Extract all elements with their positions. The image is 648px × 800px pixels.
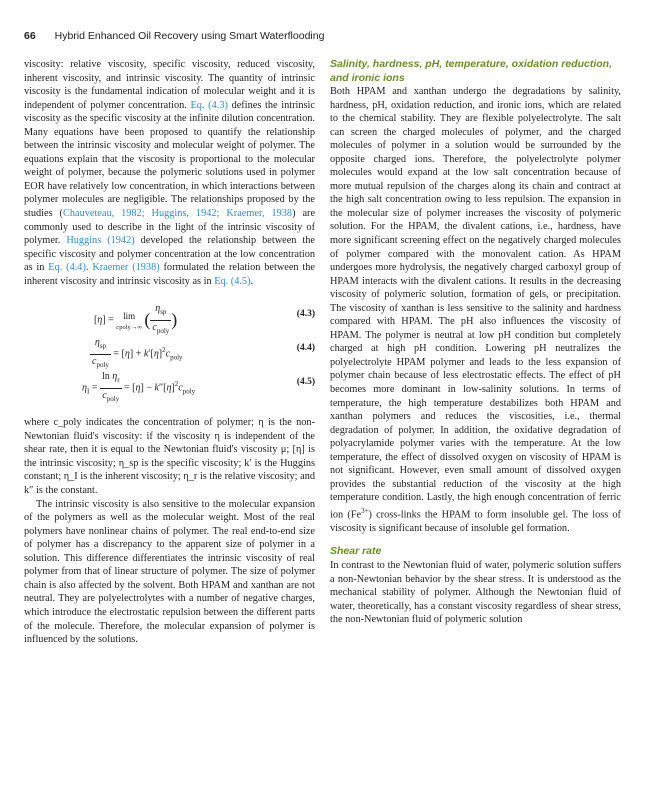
citation-link[interactable]: Chauveteau, 1982; Huggins, 1942; Kraemer, 1938	[62, 208, 293, 220]
right-paragraph-2: In contrast to the Newtonian fluid of water, polymeric solution suffers a non-Newtonian behavior by the shear stress. It is understood as the mechanical stability of polymer. Although the Newtonian fluid of water, theoretically, has a constant viscosity regardless of shear stress, the non-Newtonian fluid of polymeric solution	[330, 559, 621, 626]
section-heading-shear-rate: Shear rate	[330, 545, 382, 558]
left-column	[24, 58, 315, 647]
equation-number: (4.3)	[296, 309, 315, 320]
left-paragraph-1: viscosity: relative viscosity, specific viscosity, reduced viscosity, inherent viscosity, and intrinsic viscosity. The quantity of intrinsic viscosity is the fundamental indication of molecular weight and it is independent of polymer concentration. Eq. (4.3) defines the intrinsic viscosity as the specific viscosity at the infinite dilution concentration. Many equations have been proposed to quantify the relationship between the intrinsic viscosity and molecular weight of polymer. The equations explain that the viscosity is proportional to the molecular weight of polymer, because the polymeric solutions used in polymer EOR have relatively low concentration, in which interactions between polymer molecules are negligible. The relationships proposed by the studies (Chauveteau, 1982; Huggins, 1942; Kraemer, 1938) are commonly used to describe in the light of the intrinsic viscosity of polymer. Huggins (1942) developed the relationship between the specific viscosity and polymer concentration at the low concentration as in Eq. (4.4). Kraemer (1938) formulated the relation between the inherent viscosity and intrinsic viscosity as in Eq. (4.5).	[24, 59, 316, 287]
equation-4-4: $\frac{\eta_{sp}}{c_{poly}}$ = $[\eta] + k'[\eta]^2c_{poly}$ (4.4)	[92, 337, 315, 369]
equation-number: (4.5)	[296, 377, 315, 388]
left-paragraph-2: where c_poly indicates the concentration of polymer; η is the non-Newtonian fluid's viscosity: if the viscosity η is independent of the shear rate, then it is equal to the Newtonian fluid's viscosity μ; [η] is the intrinsic viscosity; η_sp is the specific viscosity; k′ is the Huggins constant; η_I is the inherent viscosity; η_r is the relative viscosity; and k″ is the constant.	[24, 417, 315, 497]
eq-4-3-link[interactable]: Eq. (4.3)	[190, 99, 228, 111]
eq-4-5-link[interactable]: Eq. (4.5)	[214, 275, 251, 287]
equation-4-3: [η] = lim cpoly→∞ ( $\frac{\eta_{sp}}{c_{poly}}$ ) (4.3)	[94, 303, 315, 335]
right-column	[330, 58, 621, 627]
running-header	[24, 30, 624, 42]
equation-4-5: $\eta_I$ = $\frac{\ln \eta_r}{c_{poly}}$ = $[\eta] - k''[\eta]^2c_{poly}$ (4.5)	[82, 371, 315, 403]
section-heading-salinity: Salinity, hardness, pH, temperature, oxidation reduction, and ironic ions	[330, 58, 612, 84]
eq-4-4-link[interactable]: Eq. (4.4)	[48, 262, 86, 274]
page-number: 66	[24, 30, 36, 42]
citation-huggins-link[interactable]: Huggins (1942)	[66, 235, 135, 247]
running-title: Hybrid Enhanced Oil Recovery using Smart Waterflooding	[54, 30, 325, 42]
citation-kraemer-link[interactable]: Kraemer (1938)	[92, 262, 160, 274]
left-paragraph-3: The intrinsic viscosity is also sensitive to the molecular expansion of the polymers as well as the molecular weight. Most of the real polymers have nonlinear chains of polymer. The real end-to-end size of polymer has a discrepancy to the apparent size of polymer in a solution. This difference differentiates the intrinsic viscosity of real polymer from that of linear structure of polymer. The size of polymer chain is also affected by the solvent. Both HPAM and xanthan are not neutral. They are polyelectrolytes with a number of negative charges, which introduce the electrostatic repulsion between the different parts of the molecule. Therefore, the molecular expansion of polymer is influenced by the solutions.	[24, 498, 315, 646]
right-paragraph-1: Both HPAM and xanthan undergo the degradations by salinity, hardness, pH, oxidation reduction, and ironic ions, which are related to the chemical stability. They are flexible polyelectrolyte. The salt can screen the charged molecules of polymer, and the charged molecules of polymer in a solution would be surrounded by the opposite charged ions. Therefore, the polyelectrolyte polymer molecules would expand at the low salt concentration because of more mutual repulsion of the charges along its chain and contract at the high salt concentration owing to less repulsion. The expansion in the molecular size of polymer increases the viscosity of polymeric solution. For the HPAM, the divalent cations, i.e., hardness, have more significant screening effect on the negatively charged molecules of polymer compared with the monovalent cation. As HPAM undergoes more hydrolysis, the negatively charged carboxyl group of HPAM interacts with the divalent cations. It results in the decreasing viscosity of polymeric solution, formation of gels, or precipitation. The viscosity of xanthan is less sensitive to the salinity and hardness compared with HPAM. The pH also influences the viscosity of HPAM. The polymer is neutral at low pH condition but completely charged at high pH condition. Lowering pH neutralizes the polyelectrolyte HPAM polymer and leads to the less expansion of polymer chain because of less electrostatic effects. The effect of pH becomes more dominant in low-salinity solutions. In terms of temperature, the high temperature destabilizes both HPAM and xanthan polymers and reduces the viscosities, i.e., thermal degradation of polymer. In addition, the oxidative degradation of polyacrylamide polymer varies with the temperature. At the low temperature, the effect of dissolved oxygen on viscosity of HPAM is not significant. However, even small amount of dissolved oxygen provides the substantial reduction of the viscosity at the high temperature condition. Lastly, the high enough concentration of ferric ion $(Fe^{3+})$ cross-links the HPAM to form insoluble gel. The loss of viscosity is significant because of insoluble gel formation.	[330, 86, 621, 534]
equation-number: (4.4)	[296, 343, 315, 354]
